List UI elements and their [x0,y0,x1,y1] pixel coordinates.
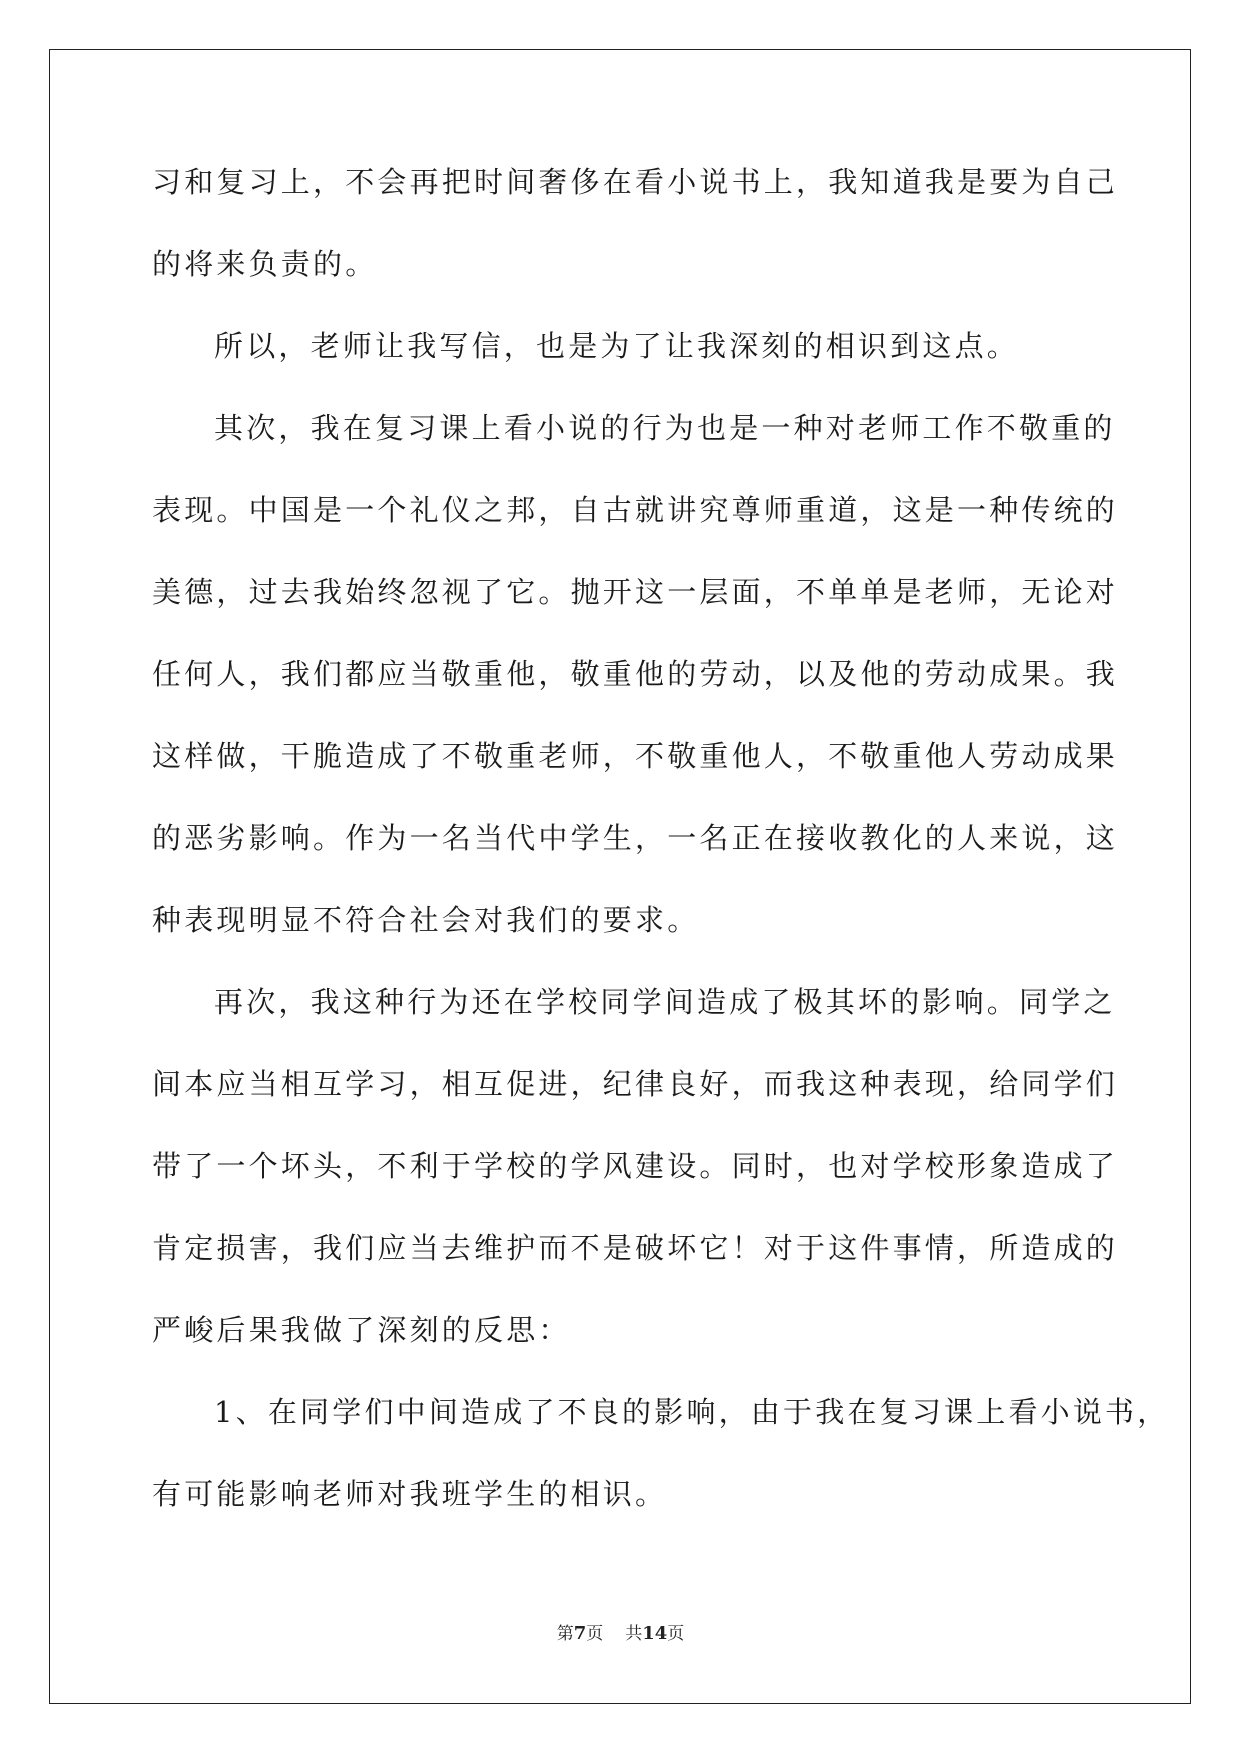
text-line: 带了一个坏头，不利于学校的学风建设。同时，也对学校形象造成了 [152,1149,1119,1183]
total-suffix: 页 [667,1624,685,1644]
text-line: 习和复习上，不会再把时间奢侈在看小说书上，我知道我是要为自己 [152,165,1119,199]
text-line: 所以，老师让我写信，也是为了让我深刻的相识到这点。 [214,329,1020,363]
text-line: 严峻后果我做了深刻的反思： [152,1313,571,1347]
document-body [152,162,1170,1556]
text-line: 间本应当相互学习，相互促进，纪律良好，而我这种表现，给同学们 [152,1067,1119,1101]
total-pages: 14 [642,1623,668,1644]
text-line: 再次，我这种行为还在学校同学间造成了极其坏的影响。同学之 [214,985,1116,1019]
page-footer [0,1624,1241,1644]
text-line: 美德，过去我始终忽视了它。抛开这一层面，不单单是老师，无论对 [152,575,1119,609]
text-line: 这样做，干脆造成了不敬重老师，不敬重他人，不敬重他人劳动成果 [152,739,1119,773]
page-prefix: 第 [556,1624,574,1644]
text-line: 肯定损害，我们应当去维护而不是破坏它！对于这件事情，所造成的 [152,1231,1119,1265]
text-line: 的将来负责的。 [152,247,378,281]
text-line: 的恶劣影响。作为一名当代中学生，一名正在接收教化的人来说，这 [152,821,1119,855]
page-number: 7 [573,1623,587,1644]
text-line: 有可能影响老师对我班学生的相识。 [152,1477,668,1511]
text-line: 其次，我在复习课上看小说的行为也是一种对老师工作不敬重的 [214,411,1116,445]
total-prefix: 共 [625,1624,643,1644]
text-line: 1、在同学们中间造成了不良的影响，由于我在复习课上看小说书， [214,1395,1170,1429]
text-line: 表现。中国是一个礼仪之邦，自古就讲究尊师重道，这是一种传统的 [152,493,1119,527]
text-line: 种表现明显不符合社会对我们的要求。 [152,903,700,937]
page-suffix: 页 [586,1624,604,1644]
text-line: 任何人，我们都应当敬重他，敬重他的劳动，以及他的劳动成果。我 [152,657,1119,691]
